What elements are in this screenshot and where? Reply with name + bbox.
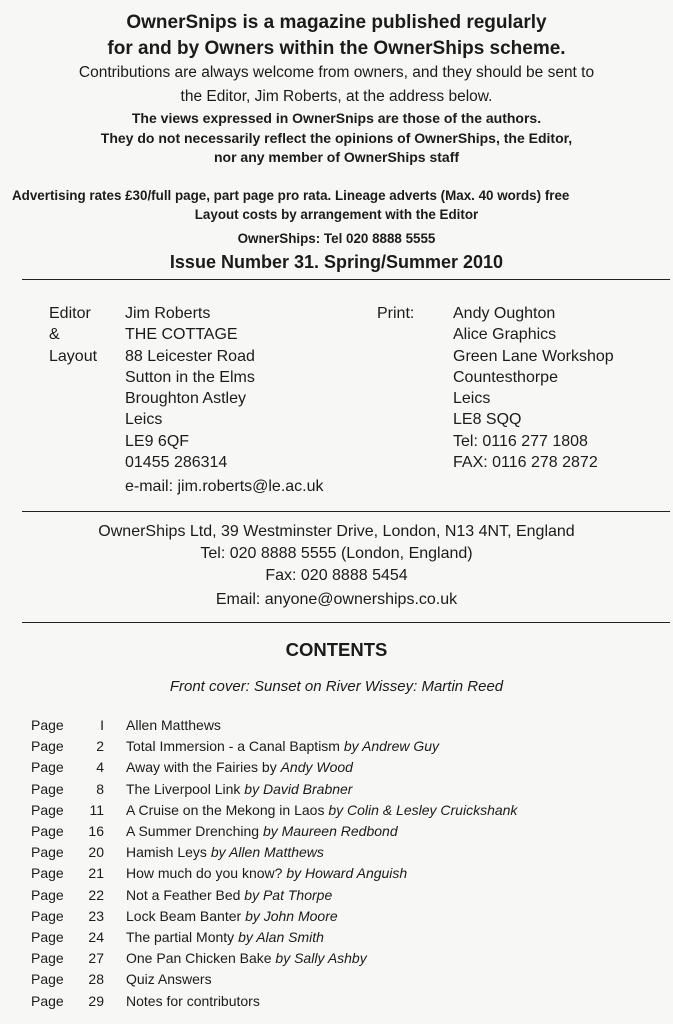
contents-page-word: Page	[31, 823, 64, 839]
contents-page-word: Page	[31, 886, 64, 903]
contents-item	[0, 802, 673, 823]
contributions-line-1: Contributions are always welcome from owners, and they should be sent to	[78, 64, 595, 81]
contents-article-title	[126, 993, 260, 1009]
contents-item	[0, 823, 673, 844]
contents-page-number: 11	[89, 801, 104, 818]
contents-author: by John Moore	[245, 907, 338, 924]
intro-title-line-2: for and by Owners within the OwnerShips scheme.	[107, 38, 566, 59]
contents-item	[0, 887, 673, 908]
editor-address-line: Sutton in the Elms	[125, 368, 255, 386]
print-address-line: Tel: 0116 277 1808	[453, 432, 588, 450]
contents-title-text: The partial Monty	[126, 929, 239, 945]
contents-page-number: 23	[88, 907, 104, 924]
print-address-line: Green Lane Workshop	[453, 347, 614, 365]
contents-article-title	[126, 865, 407, 881]
disclaimer-line-1: The views expressed in OwnerSnips are those of the authors.	[131, 110, 542, 126]
contents-author: by David Brabner	[244, 780, 353, 797]
contents-article-title	[126, 823, 398, 839]
editor-address-line: THE COTTAGE	[125, 326, 238, 344]
contents-page-word: Page	[31, 971, 64, 988]
contents-page-number: 24	[88, 929, 104, 945]
contents-page-number: 28	[88, 971, 104, 988]
issue-number: Issue Number 31. Spring/Summer 2010	[169, 252, 504, 272]
contents-page-number: 27	[88, 950, 104, 967]
contributions-line-2: the Editor, Jim Roberts, at the address below.	[180, 88, 493, 105]
contents-page-number: 20	[88, 844, 104, 861]
contents-title-text: Total Immersion - a Canal Baptism	[126, 738, 344, 755]
print-address-line: LE8 SQQ	[453, 411, 522, 429]
contents-page-word: Page	[31, 907, 64, 924]
company-email: Email: anyone@ownerships.co.uk	[215, 591, 458, 608]
layout-costs: Layout costs by arrangement with the Editor	[194, 207, 479, 222]
contents-page-word: Page	[31, 865, 64, 882]
contents-title-text: Not a Feather Bed	[126, 886, 245, 903]
contents-article-title	[126, 929, 324, 945]
contents-title-text: Away with the Fairies by	[126, 759, 281, 776]
contents-title-text: Notes for contributors	[126, 992, 260, 1009]
contents-page-number: 8	[96, 780, 104, 797]
print-address-line: Alice Graphics	[453, 326, 557, 344]
contents-title-text: Quiz Answers	[126, 971, 212, 988]
contents-page-word: Page	[31, 992, 64, 1009]
disclaimer-line-2: They do not necessarily reflect the opinions of OwnerShips, the Editor,	[100, 130, 573, 146]
contents-title-text: One Pan Chicken Bake	[126, 950, 276, 967]
editor-address-line: Leics	[125, 411, 163, 429]
editor-address-line: Jim Roberts	[125, 305, 211, 322]
contents-page-number: 29	[88, 992, 104, 1009]
contents-item	[0, 844, 673, 865]
contents-page-word: Page	[31, 929, 64, 945]
print-role: Print:	[377, 305, 415, 322]
editor-address-line: 88 Leicester Road	[125, 347, 255, 365]
contents-page-word: Page	[31, 738, 64, 755]
contents-title-text: Lock Beam Banter	[126, 907, 246, 924]
contents-item	[0, 993, 673, 1014]
contents-item	[0, 908, 673, 929]
print-address-line: Leics	[453, 390, 491, 408]
contents-item	[0, 759, 673, 780]
editor-address-line: Broughton Astley	[125, 390, 246, 408]
contents-article-title	[126, 844, 324, 860]
advertising-rates: Advertising rates £30/full page, part page pro rata. Lineage adverts (Max. 40 words) free	[12, 188, 570, 203]
contents-page-word: Page	[31, 717, 64, 733]
print-address-line: Andy Oughton	[453, 305, 556, 322]
editor-role-line: Layout	[49, 347, 98, 365]
editor-role-line: Editor	[49, 305, 91, 322]
contents-page-word: Page	[31, 759, 64, 776]
contents-author: by Alan Smith	[238, 929, 324, 945]
contents-item	[0, 950, 673, 971]
contents-page-number: 2	[96, 738, 104, 755]
intro-title-line-1: OwnerSnips is a magazine published regularly	[126, 12, 547, 33]
contents-title-text: A Cruise on the Mekong in Laos	[126, 801, 329, 818]
contents-author: by Colin & Lesley Cruickshank	[328, 801, 518, 818]
contents-article-title	[126, 717, 221, 733]
contents-page-word: Page	[31, 801, 64, 818]
contents-page-word: Page	[31, 844, 64, 861]
contents-page-number: 21	[88, 865, 104, 882]
contents-author: by Maureen Redbond	[262, 823, 398, 839]
contents-article-title	[126, 802, 517, 818]
contents-page-word: Page	[31, 780, 64, 797]
print-address	[453, 303, 614, 473]
contents-title-text: The Liverpool Link	[126, 780, 245, 797]
contents-author: Andy Wood	[280, 759, 353, 776]
editor-role-line: &	[49, 326, 60, 344]
print-address-line: Countesthorpe	[453, 368, 558, 386]
contents-article-title	[126, 971, 212, 987]
contents-page-number: 16	[88, 823, 104, 839]
company-address: OwnerShips Ltd, 39 Westminster Drive, London, N13 4NT, England	[98, 523, 575, 540]
contents-article-title	[126, 908, 338, 924]
contents-page-number: I	[100, 717, 104, 733]
disclaimer-line-3: nor any member of OwnerShips staff	[213, 149, 460, 165]
print-address-line: FAX: 0116 278 2872	[453, 454, 598, 472]
divider-middle	[22, 511, 670, 512]
editor-role	[49, 303, 97, 367]
contents-title-text: A Summer Drenching	[126, 823, 263, 839]
contents-author: by Howard Anguish	[286, 865, 408, 882]
contents-article-title	[126, 759, 353, 775]
editor-address	[125, 303, 324, 498]
contents-article-title	[126, 781, 352, 797]
divider-bottom	[22, 622, 670, 623]
contents-title-text: Allen Matthews	[126, 717, 221, 733]
contents-article-title	[126, 950, 367, 966]
contents-page-number: 4	[96, 759, 104, 776]
contents-heading: CONTENTS	[285, 639, 388, 660]
contents-item	[0, 865, 673, 886]
editor-address-line: LE9 6QF	[125, 432, 190, 450]
contents-item	[0, 929, 673, 950]
contents-author: by Allen Matthews	[210, 844, 324, 861]
ownerships-telephone: OwnerShips: Tel 020 8888 5555	[237, 231, 436, 246]
front-cover-caption: Front cover: Sunset on River Wissey: Martin Reed	[169, 678, 504, 695]
editor-address-line: 01455 286314	[125, 454, 228, 472]
contents-author: by Andrew Guy	[343, 738, 440, 755]
contents-article-title	[126, 887, 332, 903]
contents-item	[0, 781, 673, 802]
company-telephone: Tel: 020 8888 5555 (London, England)	[200, 545, 473, 562]
contents-page-word: Page	[31, 950, 64, 967]
contents-item	[0, 717, 673, 738]
divider-top	[22, 279, 670, 280]
contents-page-number: 22	[88, 886, 104, 903]
contents-title-text: How much do you know?	[126, 865, 287, 882]
contents-author: by Sally Ashby	[275, 950, 367, 967]
contents-author: by Pat Thorpe	[244, 886, 333, 903]
editor-email: e-mail: jim.roberts@le.ac.uk	[125, 478, 324, 496]
contents-title-text: Hamish Leys	[126, 844, 211, 861]
contents-article-title	[126, 738, 439, 754]
contents-item	[0, 971, 673, 992]
company-fax: Fax: 020 8888 5454	[265, 567, 408, 584]
contents-item	[0, 738, 673, 759]
